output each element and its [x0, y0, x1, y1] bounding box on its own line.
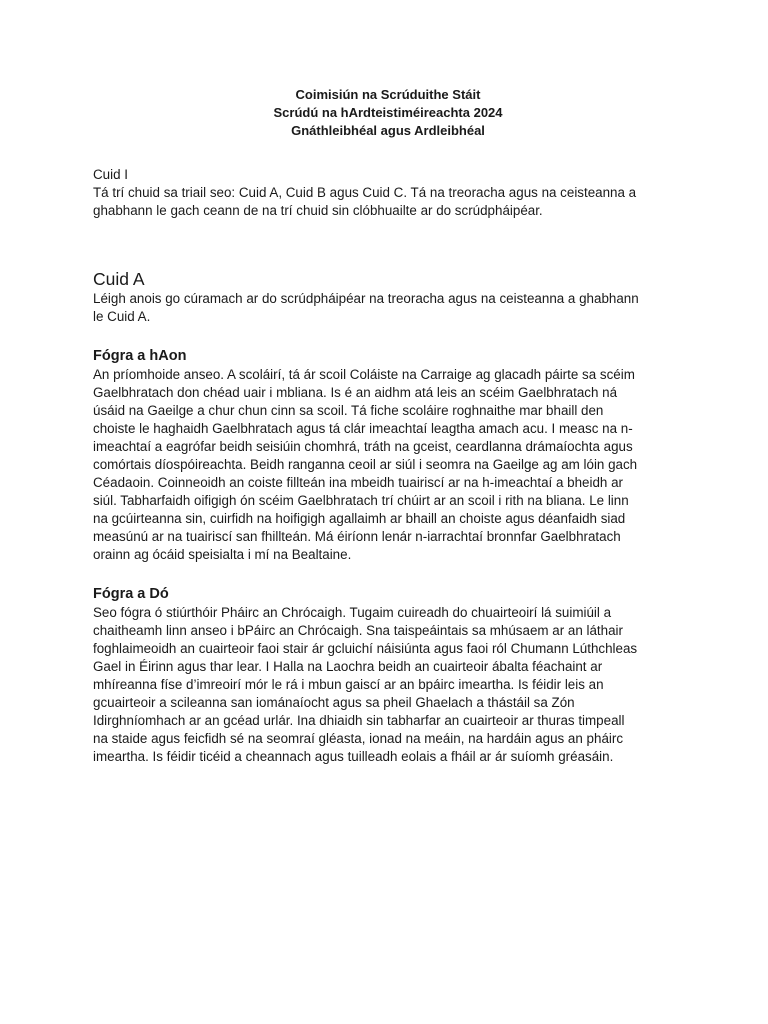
cuid-a-instructions: Léigh anois go cúramach ar do scrúdpháipéar na treoracha agus na ceisteanna a ghabhann le Cuid A.	[93, 291, 639, 324]
fogra-1-paragraph: An príomhoide anseo. A scoláirí, tá ár scoil Coláiste na Carraige ag glacadh páirte sa scéim Gaelbhratach don chéad uair i mbliana. Is é an aidhm atá leis an scéim Gaelbhratach ná úsáid na Gaeilge a chur chun cinn sa scoil. Tá fiche scoláire roghnaithe mar bhaill den choiste le haghaidh Gaelbhratach agus tá clár imeachtaí leagtha amach acu. I measc na n- imeachtaí a eagrófar beidh seisiúin chomhrá, tráth na gceist, ceardlanna drámaíochta agus comórtais díospóireachta. Beidh ranganna ceoil ar siúl i seomra na Gaeilge ag am lóin gach Céadaoin. Coinneoidh an coiste fillteán ina mbeidh tuairiscí ar na h-imeachtaí a bheidh ar siúl. Tabharfaidh oifigigh ón scéim Gaelbhratach trí chúirt ar an scoil i rith na bliana. Le linn na gcúirteanna sin, cuirfidh na hoifigigh agallaimh ar bhaill an choiste agus déanfaidh siad measúnú ar na tuairiscí san fhillteán. Má éiríonn lenár n-iarrachtaí bronnfar Gaelbhratach orainn ag ócáid speisialta i mí na Bealtaine.	[93, 367, 638, 562]
fogra-2-paragraph: Seo fógra ó stiúrthóir Pháirc an Chrócaigh. Tugaim cuireadh do chuairteoirí lá suimiúil a chaitheamh linn anseo i bPáirc an Chrócaigh. Sna taispeáintais sa mhúsaem ar an láthair foghlaimeoidh an cuairteoir faoi stair ár gcluichí náisiúnta agus faoi ról Chumann Lúthchleas Gael in Éirinn agus thar lear. I Halla na Laochra beidh an cuairteoir ábalta féachaint ar mhíreanna físe d’imreoirí mór le rá i mbun gaiscí ar an bpáirc imeartha. Is féidir leis an gcuairteoir a scileanna san iománaíocht agus sa pheil Ghaelach a thástáil sa Zón Idirghníomhach ar an gcéad urlár. Ina dhiaidh sin tabharfar an cuairteoir ar thuras timpeall na staide agus feicfidh sé na seomraí gléasta, ionad na meáin, na hardáin agus an pháirc imeartha. Is féidir ticéid a cheannach agus tuilleadh eolais a fháil ar ár suíomh gréasáin.	[93, 605, 638, 764]
header-line-2: Scrúdú na hArdteistiméireachta 2024	[273, 105, 503, 120]
intro-paragraph: Tá trí chuid sa triail seo: Cuid A, Cuid B agus Cuid C. Tá na treoracha agus na ceisteanna a ghabhann le gach ceann de na trí chuid sin clóbhuailte ar do scrúdpháipéar.	[93, 185, 637, 218]
header-line-1: Coimisiún na Scrúduithe Stáit	[295, 87, 481, 102]
cuid-i-label: Cuid I	[93, 167, 128, 182]
document-page	[93, 86, 683, 766]
document-header	[93, 86, 683, 140]
header-line-3: Gnáthleibhéal agus Ardleibhéal	[291, 123, 485, 138]
cuid-a-heading: Cuid A	[93, 269, 145, 289]
fogra-2-heading: Fógra a Dó	[93, 586, 169, 602]
fogra-1-heading: Fógra a hAon	[93, 348, 187, 364]
